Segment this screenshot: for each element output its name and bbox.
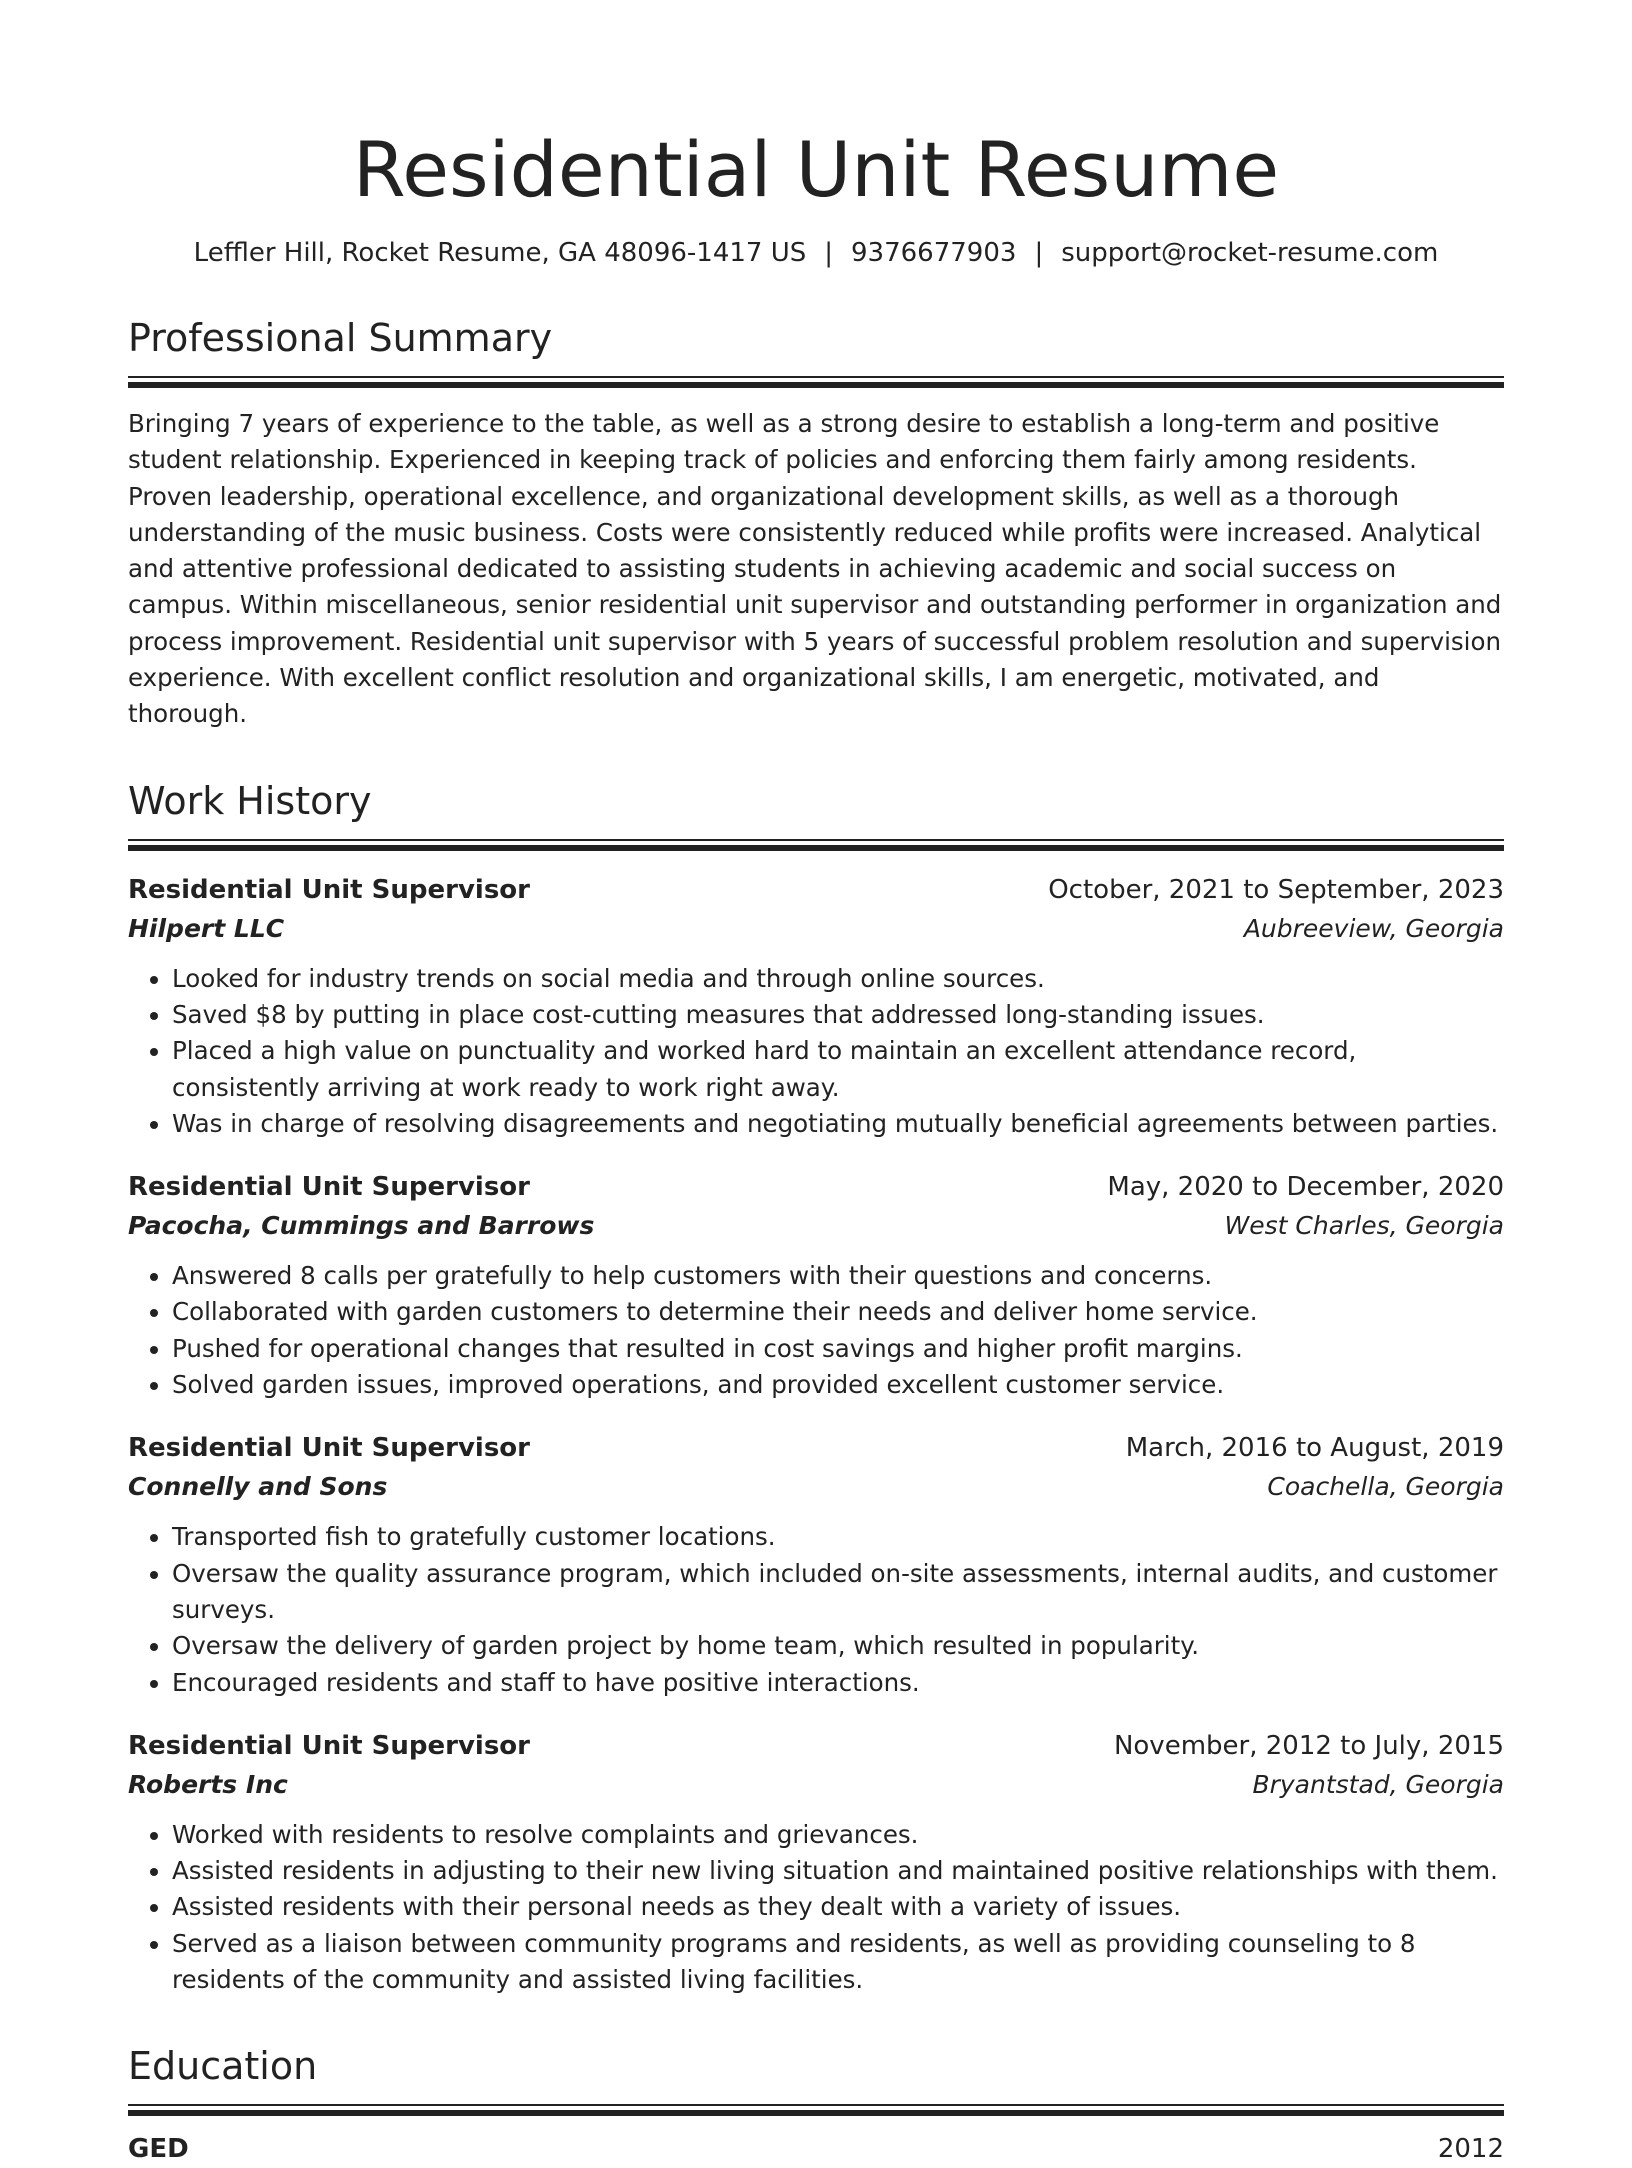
- education-degree: GED: [128, 2134, 189, 2165]
- job-header: [128, 1429, 1504, 1467]
- contact-separator: |: [1034, 238, 1044, 268]
- section-divider: [128, 2104, 1504, 2116]
- contact-separator: |: [824, 238, 834, 268]
- education-heading: Education: [128, 2044, 318, 2089]
- job-subheader: [128, 909, 1504, 949]
- job-location: Bryantstad, Georgia: [1252, 1769, 1504, 1799]
- job-subheader: [128, 1206, 1504, 1246]
- job-bullet: • Saved $8 by putting in place cost-cutting measures that addressed long-standing issues.: [172, 997, 1504, 1033]
- contact-address: Leffler Hill, Rocket Resume, GA 48096-1417 US: [193, 238, 807, 268]
- education-year: 2012: [1437, 2134, 1504, 2165]
- job-bullet: • Worked with residents to resolve complaints and grievances.: [172, 1817, 1504, 1853]
- contact-phone: 9376677903: [851, 238, 1017, 268]
- job-subheader: [128, 1765, 1504, 1805]
- resume-title: Residential Unit Resume: [352, 125, 1280, 214]
- job-bullets: [128, 961, 1504, 1142]
- job-bullet: • Assisted residents with their personal needs as they dealt with a variety of issues.: [172, 1889, 1504, 1925]
- job-location: Aubreeview, Georgia: [1243, 913, 1504, 943]
- job-location: Coachella, Georgia: [1267, 1472, 1504, 1502]
- job-entry: [128, 1168, 1504, 1403]
- job-entry: [128, 871, 1504, 1142]
- job-bullet: • Served as a liaison between community programs and residents, as well as providing counseling to 8 residents of the community and assisted living facilities.: [172, 1926, 1504, 1999]
- work-history-heading: Work History: [128, 778, 372, 823]
- contact-email: support@rocket-resume.com: [1061, 238, 1439, 268]
- job-bullet: • Solved garden issues, improved operations, and provided excellent customer service.: [172, 1367, 1504, 1403]
- job-dates: October, 2021 to September, 2023: [1048, 874, 1504, 905]
- job-subheader: [128, 1467, 1504, 1507]
- job-bullet: • Transported fish to gratefully customer locations.: [172, 1519, 1504, 1555]
- job-company: Roberts Inc: [128, 1769, 288, 1799]
- job-company: Hilpert LLC: [128, 913, 285, 943]
- contact-line: [128, 236, 1504, 270]
- job-list: [128, 871, 1504, 1999]
- job-header: [128, 871, 1504, 909]
- job-bullet: • Was in charge of resolving disagreements and negotiating mutually beneficial agreements between parties.: [172, 1106, 1504, 1142]
- education-entry: [128, 2130, 1504, 2168]
- job-bullets: [128, 1258, 1504, 1403]
- job-bullet: • Encouraged residents and staff to have positive interactions.: [172, 1665, 1504, 1701]
- job-company: Connelly and Sons: [128, 1472, 388, 1502]
- job-bullets: [128, 1817, 1504, 1998]
- job-title: Residential Unit Supervisor: [128, 1433, 530, 1464]
- job-title: Residential Unit Supervisor: [128, 1730, 530, 1761]
- job-bullet: • Answered 8 calls per gratefully to help customers with their questions and concerns.: [172, 1258, 1504, 1294]
- job-bullet: • Oversaw the delivery of garden project by home team, which resulted in popularity.: [172, 1628, 1504, 1664]
- job-title: Residential Unit Supervisor: [128, 874, 530, 905]
- job-entry: [128, 1429, 1504, 1700]
- job-bullet: • Placed a high value on punctuality and worked hard to maintain an excellent attendance record, consistently arriving at work ready to work right away.: [172, 1033, 1504, 1106]
- job-entry: [128, 1727, 1504, 1998]
- job-bullet: • Oversaw the quality assurance program, which included on-site assessments, internal audits, and customer surveys.: [172, 1556, 1504, 1629]
- job-location: West Charles, Georgia: [1224, 1211, 1504, 1241]
- job-title: Residential Unit Supervisor: [128, 1172, 530, 1203]
- job-header: [128, 1727, 1504, 1765]
- job-dates: May, 2020 to December, 2020: [1107, 1172, 1504, 1203]
- job-bullet: • Pushed for operational changes that resulted in cost savings and higher profit margins.: [172, 1331, 1504, 1367]
- job-bullets: [128, 1519, 1504, 1700]
- job-bullet: • Collaborated with garden customers to determine their needs and deliver home service.: [172, 1294, 1504, 1330]
- section-divider: [128, 376, 1504, 388]
- job-company: Pacocha, Cummings and Barrows: [128, 1211, 595, 1241]
- summary-heading: Professional Summary: [128, 316, 553, 360]
- section-divider: [128, 839, 1504, 851]
- job-bullet: • Looked for industry trends on social media and through online sources.: [172, 961, 1504, 997]
- summary-text: Bringing 7 years of experience to the table, as well as a strong desire to establish a long-term and positive student relationship. Experienced in keeping track of policies and enforcing them fairly among residents. Proven leadership, operational excellence, and organizational development skills, as well as a thorough understanding of the music business. Costs were consistently reduced while profits were increased. Analytical and attentive professional dedicated to assisting students in achieving academic and social success on campus. Within miscellaneous, senior residential unit supervisor and outstanding performer in organization and process improvement. Residential unit supervisor with 5 years of successful problem resolution and supervision experience. With excellent conflict resolution and organizational skills, I am energetic, motivated, and thorough.: [128, 409, 1502, 729]
- resume-page: [128, 0, 1504, 2168]
- job-bullet: • Assisted residents in adjusting to their new living situation and maintained positive relationships with them.: [172, 1853, 1504, 1889]
- job-dates: November, 2012 to July, 2015: [1113, 1730, 1504, 1761]
- job-dates: March, 2016 to August, 2019: [1125, 1433, 1504, 1464]
- job-header: [128, 1168, 1504, 1206]
